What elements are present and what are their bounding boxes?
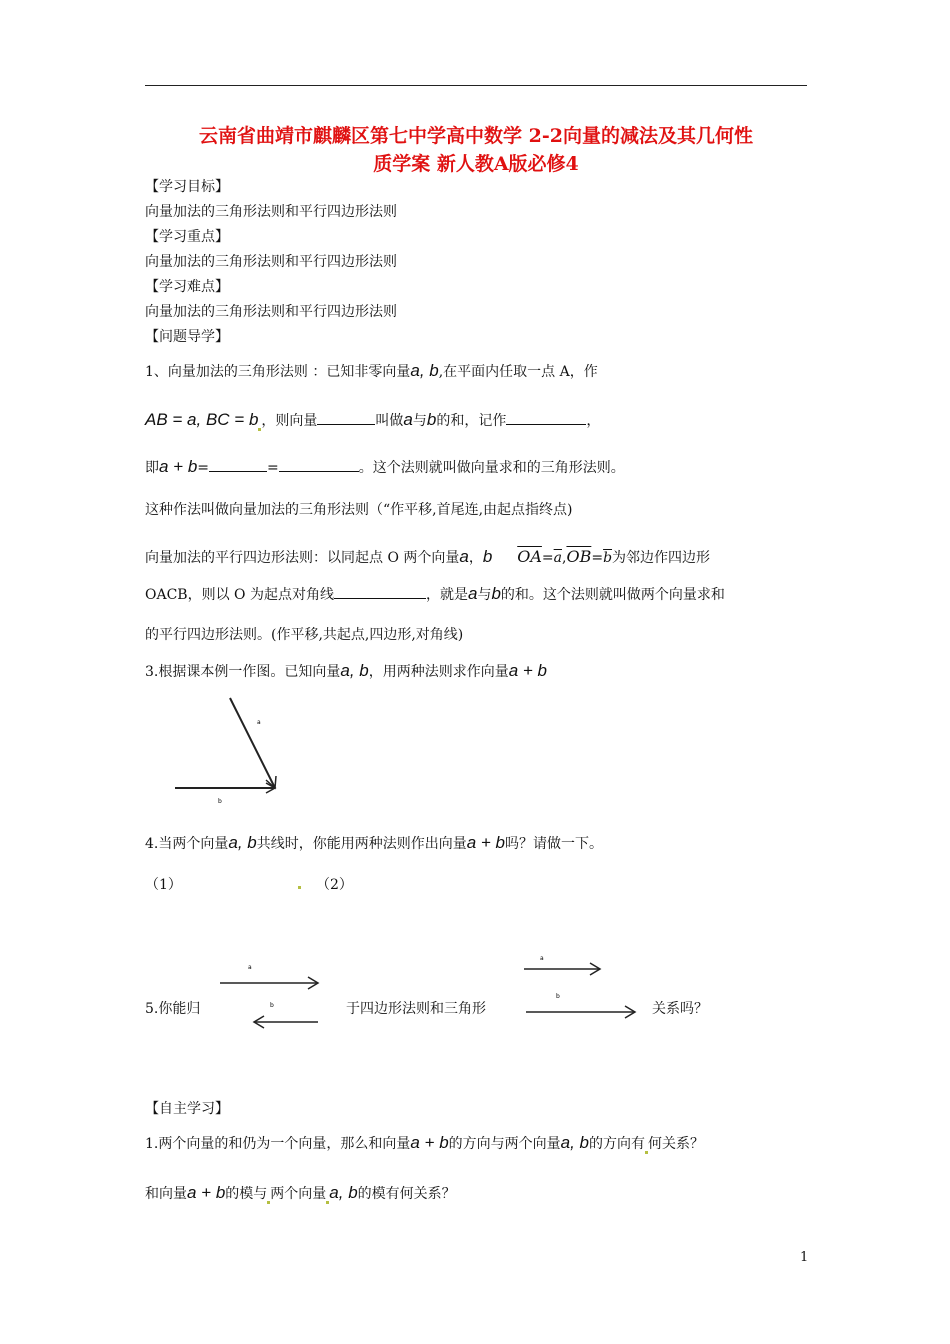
guide-header: 【问题导学】 bbox=[145, 329, 229, 345]
blank-field[interactable] bbox=[317, 410, 375, 425]
self-study-q1: 1.两个向量的和仍为一个向量，那么和向量a + b的方向与两个向量a, b的方向有 何关系？ bbox=[145, 1133, 705, 1152]
q1-line-1: 1、向量加法的三角形法则 ：已知非零向量a, b,在平面内任取一点 A，作 bbox=[145, 361, 598, 380]
case-1-label: （1） bbox=[145, 877, 182, 893]
vector-a-line bbox=[230, 698, 275, 788]
q5-line-part-3: 关系吗？ bbox=[652, 1001, 708, 1017]
header-rule bbox=[145, 85, 807, 86]
figure-vectors-ab bbox=[165, 690, 295, 810]
title-line-1: 云南省曲靖市麒麟区第七中学高中数学 2-2向量的减法及其几何性 bbox=[199, 125, 753, 147]
blank-field[interactable] bbox=[209, 457, 267, 472]
q1-equation: AB = a, BC = b bbox=[145, 410, 259, 429]
q1-rule-note: 这种作法叫做向量加法的三角形法则（“作平移,首尾连,由起点指终点) bbox=[145, 502, 573, 518]
vector-ob: $\overline{OB}$ bbox=[566, 547, 592, 566]
case-1-label-a: a bbox=[248, 964, 252, 971]
q4-line: 4.当两个向量a, b共线时，你能用两种法则作出向量a + b吗？请做一下。 bbox=[145, 833, 604, 852]
q3-line: 3.根据课本例一作图。已知向量a, b，用两种法则求作向量a + b bbox=[145, 661, 548, 680]
goal-text: 向量加法的三角形法则和平行四边形法则 bbox=[145, 204, 397, 220]
title-line-2: 质学案 新人教A版必修4 bbox=[373, 153, 579, 175]
q2-line-1: 向量加法的平行四边形法则：以同起点 O 两个向量a，b $\overline{OA}=\overline{a},\overline{OB}=\overline{b}$为邻边作四边形 bbox=[145, 547, 711, 566]
self-study-header: 【自主学习】 bbox=[145, 1101, 229, 1117]
case-1-label-b: b bbox=[270, 1002, 274, 1009]
vector-oa: $\overline{OA}$ bbox=[517, 547, 542, 566]
self-study-q2: 和向量a + b的模与 两个向量 a, b的模有何关系？ bbox=[145, 1183, 456, 1202]
q2-line-2: OACB，则以 O 为起点对角线 ，就是a与b的和。这个法则就叫做两个向量求和 bbox=[145, 584, 725, 603]
blank-field[interactable] bbox=[506, 410, 586, 425]
hard-header: 【学习难点】 bbox=[145, 279, 229, 295]
key-header: 【学习重点】 bbox=[145, 229, 229, 245]
figure-case-1-opposite-vectors bbox=[214, 955, 349, 1030]
stray-mark bbox=[298, 886, 301, 889]
document-title bbox=[145, 122, 807, 178]
figure-case-2-same-direction-vectors bbox=[520, 948, 645, 1024]
blank-field[interactable] bbox=[279, 457, 359, 472]
vector-a-label: a bbox=[257, 719, 261, 726]
page-number: 1 bbox=[800, 1250, 809, 1265]
vector-b-label: b bbox=[218, 798, 222, 805]
case-2-label-a: a bbox=[540, 955, 544, 962]
case-2-label-b: b bbox=[556, 993, 560, 1000]
hard-text: 向量加法的三角形法则和平行四边形法则 bbox=[145, 304, 397, 320]
case-2-label: （2） bbox=[316, 877, 353, 893]
blank-field[interactable] bbox=[334, 584, 426, 599]
key-text: 向量加法的三角形法则和平行四边形法则 bbox=[145, 254, 397, 270]
q5-line-part-2: 于四边形法则和三角形 bbox=[346, 1001, 486, 1017]
q5-line-part-1: 5.你能归 bbox=[145, 1001, 201, 1017]
goal-header: 【学习目标】 bbox=[145, 179, 229, 195]
q1-line-2: AB = a, BC = b ，则向量 叫做a与b的和，记作 ， bbox=[145, 410, 601, 429]
q2-line-3: 的平行四边形法则。(作平移,共起点,四边形,对角线) bbox=[145, 627, 464, 643]
q1-line-3: 即a + b= = 。这个法则就叫做向量求和的三角形法则。 bbox=[145, 457, 625, 476]
